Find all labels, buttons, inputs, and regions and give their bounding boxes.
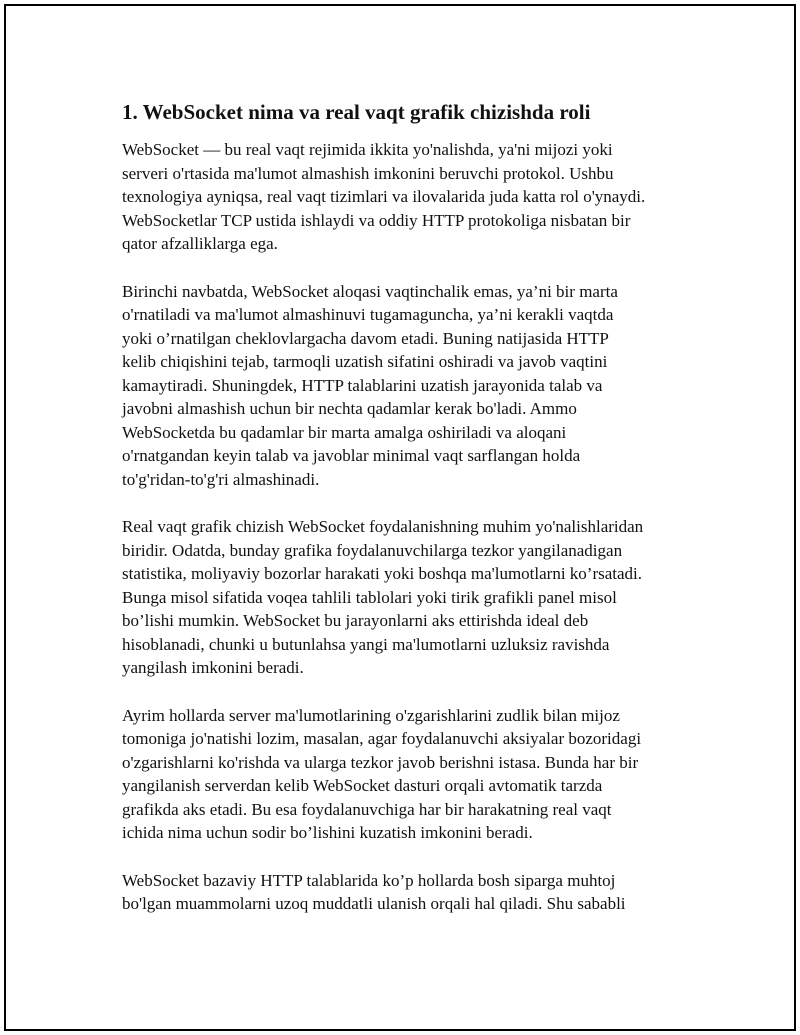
paragraph-realtime-graphics (122, 515, 710, 680)
text-line: tomoniga jo'natishi lozim, masalan, agar foydalanuvchi aksiyalar bozoridagi (122, 729, 642, 748)
text-line: texnologiya ayniqsa, real vaqt tizimlari va ilovalarida juda katta rol o'ynaydi. (122, 187, 646, 206)
text-line: WebSocket bazaviy HTTP talablarida ko’p hollarda bosh siparga muhtoj (122, 870, 616, 890)
text-line: hisoblanadi, chunki u butunlahsa yangi ma'lumotlarni uzluksiz ravishda (122, 634, 610, 654)
text-line: kelib chiqishini tejab, tarmoqli uzatish sifatini oshiradi va javob vaqtini (122, 352, 608, 371)
paragraph-server-push (122, 704, 710, 845)
text-line: qator afzalliklarga ega. (122, 234, 278, 253)
paragraph-persistent-connection (122, 280, 710, 492)
text-line: javobni almashish uchun bir nechta qadamlar kerak bo'ladi. Ammo (122, 399, 577, 418)
text-line: o'zgarishlarni ko'rishda va ularga tezkor javob berishni istasa. Bunda har bir (122, 752, 639, 772)
text-line: bo’lishi mumkin. WebSocket bu jarayonlarni aks ettirishda ideal deb (122, 611, 589, 630)
text-line: to'g'ridan-to'g'ri almashinadi. (122, 469, 320, 489)
text-line: yangilanish serverdan kelib WebSocket dasturi orqali avtomatik tarzda (122, 776, 603, 795)
text-line: grafikda aks etadi. Bu esa foydalanuvchiga har bir harakatning real vaqt (122, 799, 612, 819)
text-line: Birinchi navbatda, WebSocket aloqasi vaqtinchalik emas, ya’ni bir marta (122, 281, 618, 301)
page-frame (4, 4, 796, 1031)
text-line: Ayrim hollarda server ma'lumotlarining o'zgarishlarini zudlik bilan mijoz (122, 705, 620, 725)
text-line: serveri o'rtasida ma'lumot almashish imkonini beruvchi protokol. Ushbu (122, 163, 614, 183)
text-line: Bunga misol sifatida voqea tahlili tablolari yoki tirik grafikli panel misol (122, 587, 617, 607)
text-line: yangilash imkonini beradi. (122, 658, 304, 677)
text-line: WebSocketlar TCP ustida ishlaydi va oddiy HTTP protokoliga nisbatan bir (122, 210, 631, 230)
text-line: bo'lgan muammolarni uzoq muddatli ulanish orqali hal qiladi. Shu sababli (122, 894, 626, 913)
paragraph-intro (122, 138, 710, 256)
text-line: o'rnatiladi va ma'lumot almashinuvi tugamaguncha, ya’ni kerakli vaqtda (122, 305, 614, 324)
text-line: kamaytiradi. Shuningdek, HTTP talablarini uzatish jarayonida talab va (122, 375, 603, 395)
text-line: statistika, moliyaviy bozorlar harakati yoki boshqa ma'lumotlarni ko’rsatadi. (122, 564, 643, 583)
text-line: ichida nima uchun sodir bo’lishini kuzatish imkonini beradi. (122, 823, 533, 842)
text-line: biridir. Odatda, bunday grafika foydalanuvchilarga tezkor yangilanadigan (122, 540, 623, 560)
paragraph-http-comparison (122, 869, 710, 916)
text-line: Real vaqt grafik chizish WebSocket foydalanishning muhim yo'nalishlaridan (122, 517, 644, 536)
text-line: WebSocket — bu real vaqt rejimida ikkita yo'nalishda, ya'ni mijozi yoki (122, 140, 613, 159)
text-line: o'rnatgandan keyin talab va javoblar minimal vaqt sarflangan holda (122, 446, 581, 465)
document-content (120, 98, 710, 940)
text-line: yoki o’rnatilgan cheklovlargacha davom etadi. Buning natijasida HTTP (122, 328, 609, 348)
text-line: WebSocketda bu qadamlar bir marta amalga oshiriladi va aloqani (122, 422, 567, 442)
section-heading: 1. WebSocket nima va real vaqt grafik chizishda roli (122, 100, 591, 124)
